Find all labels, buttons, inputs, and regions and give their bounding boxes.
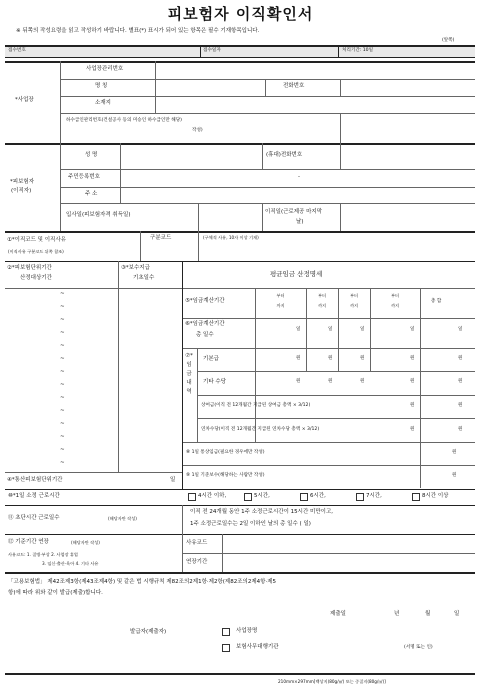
submission-date-label: 제출일 [330,611,346,617]
wage-amount-unit: 원 [360,356,365,361]
average-wage-header: 평균임금 산정명세 [270,270,323,278]
wage-amount-unit: 원 [410,379,415,384]
short-time-label: ⑪ 초단시간 근로일수 [8,515,60,521]
notice-text: ※ 뒤쪽의 작성요령을 읽고 작성하기 바랍니다. 별표(*) 표시가 되어 있는 항목은 필수 기재항목입니다. [16,28,260,34]
extension-code-label: 사유코드 [186,540,208,546]
wage-period-to-label: 까지 [390,303,400,308]
employer-section-label: *사업장 [15,97,34,103]
period-dash-mark: ~ [60,356,65,362]
wage-amount-unit: 원 [328,379,333,384]
extension-label: ⑫ 기준기간 연장 [8,539,49,545]
wage-detail-label: ⑦*임금내역 [185,353,193,395]
employer-management-no-label: 사업장관리번호 [86,66,124,72]
bonus-label: 상여금(이직 전 12개월간 지급된 상여금 총액 × 3/12) [201,403,311,408]
receipt-date-label: 접수일자 [203,48,221,53]
legal-statement-line2: 항)에 따라 위와 같이 발급(제출)합니다. [8,590,103,596]
wage-amount-unit: 원 [458,403,463,408]
wage-days-label: ⑥*임금계산기간 [185,321,225,327]
wage-days-unit: 일 [296,327,301,332]
extension-reasons-line1: 사유코드: 1. 질병·부상 2. 사업장 휴업 [8,552,78,557]
insured-unit-period-header: ②*피보험단위기간 [7,265,52,271]
period-dash-mark: ~ [60,421,65,427]
hire-date-label: 입사일(피보험자격 취득일) [66,212,131,218]
leave-date-label: 이직일(근로제공 마지막 [265,209,323,215]
wage-amount-unit: 원 [458,356,463,361]
insured-name-label: 성 명 [85,152,98,158]
employer-phone-label: 전화번호 [283,83,305,89]
issuer-business-checkbox[interactable] [222,628,230,636]
wage-period-from-label: 부터 [349,293,359,298]
short-time-note: (해당자만 작성) [108,516,137,521]
period-dash-mark: ~ [60,460,65,466]
resident-number-dash: - [298,174,300,180]
issuer-label: 발급자(제출자) [130,629,167,635]
employer-address-label: 소재지 [95,100,111,106]
daily-ordinary-wage-label: ⑧ 1일 통상임금(필요한 경우에만 작성) [186,450,265,455]
wage-amount-unit: 원 [328,356,333,361]
short-time-line2: 1주 소정근로일수는 2일 이하인 날의 총 일수 ( 일) [190,521,311,527]
wage-amount-unit: 원 [360,379,365,384]
work-hours-option-label: 5시간, [254,493,270,499]
issuer-agency-checkbox[interactable] [222,644,230,652]
wage-period-label: ⑤*임금계산기간 [185,298,225,304]
legal-statement-line1: 「고용보험법」 제42조제3항(제43조제4항) 및 같은 법 시행규칙 제82조의2제1항·제2항(제82조의2제4항·제5 [8,579,277,585]
wage-days-unit: 일 [410,327,415,332]
wage-period-to-label: 까지 [349,303,359,308]
leave-date-label-line2: 날) [296,219,304,225]
wage-days-unit: 일 [328,327,333,332]
wage-days-unit: 일 [360,327,365,332]
insured-mobile-label: (휴대)전화번호 [266,152,303,158]
extension-reasons-line2: 3. 임신·출산·육아 4. 기타 사유 [42,561,99,566]
submission-month-unit: 월 [425,611,431,617]
work-hours-option-label: 8시간 이상 [422,493,449,499]
wage-amount-unit: 원 [410,403,415,408]
processing-period-label: 처리기간: 10일 [342,48,374,53]
period-dash-mark: ~ [60,434,65,440]
insured-section-label: *피보험자 [10,179,35,185]
insured-address-label: 주 소 [85,191,98,197]
work-hours-option-label: 4시간 이하, [198,493,227,499]
wage-period-to-label: 까지 [276,303,285,308]
insured-unit-period-header-line2: 산정대상기간 [20,275,52,281]
wage-amount-unit: 원 [458,427,463,432]
subcontractor-label-line2: 작성) [192,128,203,133]
daily-base-pay-unit: 원 [452,473,457,478]
period-dash-mark: ~ [60,369,65,375]
base-pay-label: 기본급 [203,356,219,362]
work-hours-option-label: 7시간, [366,493,382,499]
resident-number-label: 주민등록번호 [68,174,100,180]
issuer-agency-label: 보험사무대행기관 [236,644,279,650]
submission-year-unit: 년 [394,611,400,617]
wage-period-from-label: 부터 [390,293,400,298]
work-hours-option-checkbox[interactable] [412,493,420,501]
other-pay-label: 기타 수당 [203,379,227,385]
work-hours-option-checkbox[interactable] [244,493,252,501]
employer-name-label: 명 칭 [95,83,108,89]
separation-reason-label: (구체적 사유, 10자 이상 기재) [203,235,259,240]
wage-days-label-line2: 총 일수 [196,332,214,338]
daily-base-pay-label: ⑨ 1일 기준보수(해당하는 사람만 작성) [186,473,265,478]
work-hours-option-label: 6시간, [310,493,326,499]
period-dash-mark: ~ [60,317,65,323]
receipt-number-label: 접수번호 [8,48,26,53]
wage-amount-unit: 원 [296,356,301,361]
total-unit-period-label: ④*통산피보험단위기간 [7,477,63,483]
work-hours-option-checkbox[interactable] [356,493,364,501]
short-time-line1: 이직 전 24개월 동안 1주 소정근로시간이 15시간 미만이고, [190,509,334,515]
work-hours-option-checkbox[interactable] [300,493,308,501]
pay-basis-days-header-line2: 기초일수 [133,275,155,281]
period-dash-mark: ~ [60,395,65,401]
paper-spec-footer: 210mm×297mm[백상지(80g/㎡) 또는 중질지(80g/㎡)] [278,679,386,684]
annual-leave-pay-label: 연차수당(이직 전 12개월간 지급된 연차수당 총액 × 3/12) [201,427,320,432]
page-mark: (앞쪽) [442,38,455,43]
wage-amount-unit: 원 [296,379,301,384]
wage-period-from-label: 부터 [317,293,327,298]
period-dash-mark: ~ [60,343,65,349]
pay-basis-days-header: ③*보수지급 [121,265,150,271]
wage-period-from-label: 부터 [276,293,285,298]
work-hours-label: ⑩*1일 소정 근로시간 [8,493,60,499]
wage-total-label: 총 합 [431,299,442,304]
wage-period-to-label: 까지 [317,303,327,308]
issuer-business-label: 사업장명 [236,628,258,634]
separation-division-code-label: 구분코드 [150,235,172,241]
wage-amount-unit: 원 [410,356,415,361]
insured-section-label-line2: (이직자) [11,188,32,194]
daily-ordinary-wage-unit: 원 [452,450,457,455]
wage-amount-unit: 원 [410,427,415,432]
period-dash-mark: ~ [60,447,65,453]
extension-period-label: 연장기간 [186,559,208,565]
total-unit-period-unit: 일 [170,477,176,483]
separation-code-label: ①*이직코드 및 이직사유 [7,237,66,243]
subcontractor-label: 하수급인관리번호(건설공사 등의 미승인 하수급인만 해당) [66,118,182,123]
submission-day-unit: 일 [454,611,460,617]
period-dash-mark: ~ [60,291,65,297]
period-dash-mark: ~ [60,304,65,310]
page-title: 피보험자 이직확인서 [167,5,314,23]
extension-note: (해당자만 작성) [71,540,100,545]
separation-code-note: (이직사유 구분코드 뒤쪽 참조) [8,249,64,254]
period-dash-mark: ~ [60,408,65,414]
signature-label: (서명 또는 인) [404,645,433,650]
period-dash-mark: ~ [60,382,65,388]
wage-days-unit: 일 [458,327,463,332]
period-dash-mark: ~ [60,330,65,336]
wage-amount-unit: 원 [458,379,463,384]
work-hours-option-checkbox[interactable] [188,493,196,501]
